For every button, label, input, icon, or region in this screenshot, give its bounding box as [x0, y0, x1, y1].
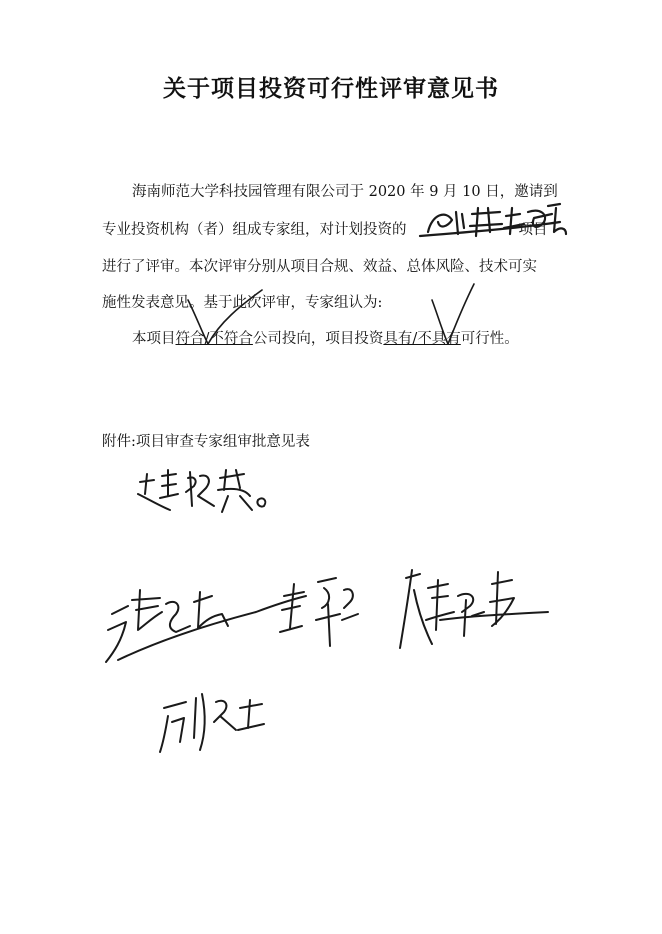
signature-3 — [400, 570, 548, 648]
paragraph-line-4: 施性发表意见。基于此次评审，专家组认为: — [102, 295, 383, 311]
document-title: 关于项目投资可行性评审意见书 — [163, 76, 499, 102]
check-mark-meets — [188, 290, 262, 344]
signature-4 — [160, 694, 264, 752]
handwritten-project-name — [420, 204, 566, 236]
paragraph-line-2-before: 专业投资机构（者）组成专家组，对计划投资的 — [102, 222, 407, 238]
conclusion-suffix: 可行性。 — [460, 331, 519, 347]
conclusion-prefix: 本项目 — [132, 331, 176, 347]
conclusion-middle: 公司投向，项目投资 — [252, 331, 384, 347]
paragraph-line-2-after: 项目 — [518, 222, 548, 238]
option-has-feasibility: 具有/不具有 — [383, 331, 461, 347]
signature-1 — [106, 590, 306, 662]
check-mark-feasible — [432, 284, 474, 344]
paragraph-line-3: 进行了评审。本次评审分别从项目合规、效益、总体风险、技术可实 — [102, 259, 537, 275]
option-meets-policy: 符合/不符合 — [175, 331, 253, 347]
paragraph-line-1: 海南师范大学科技园管理有限公司于 2020 年 9 月 10 日，邀请到 — [132, 184, 558, 200]
signature-2 — [280, 578, 358, 646]
handwritten-conclusion-note — [138, 470, 265, 512]
attachment-note: 附件:项目审查专家组审批意见表 — [102, 434, 310, 450]
